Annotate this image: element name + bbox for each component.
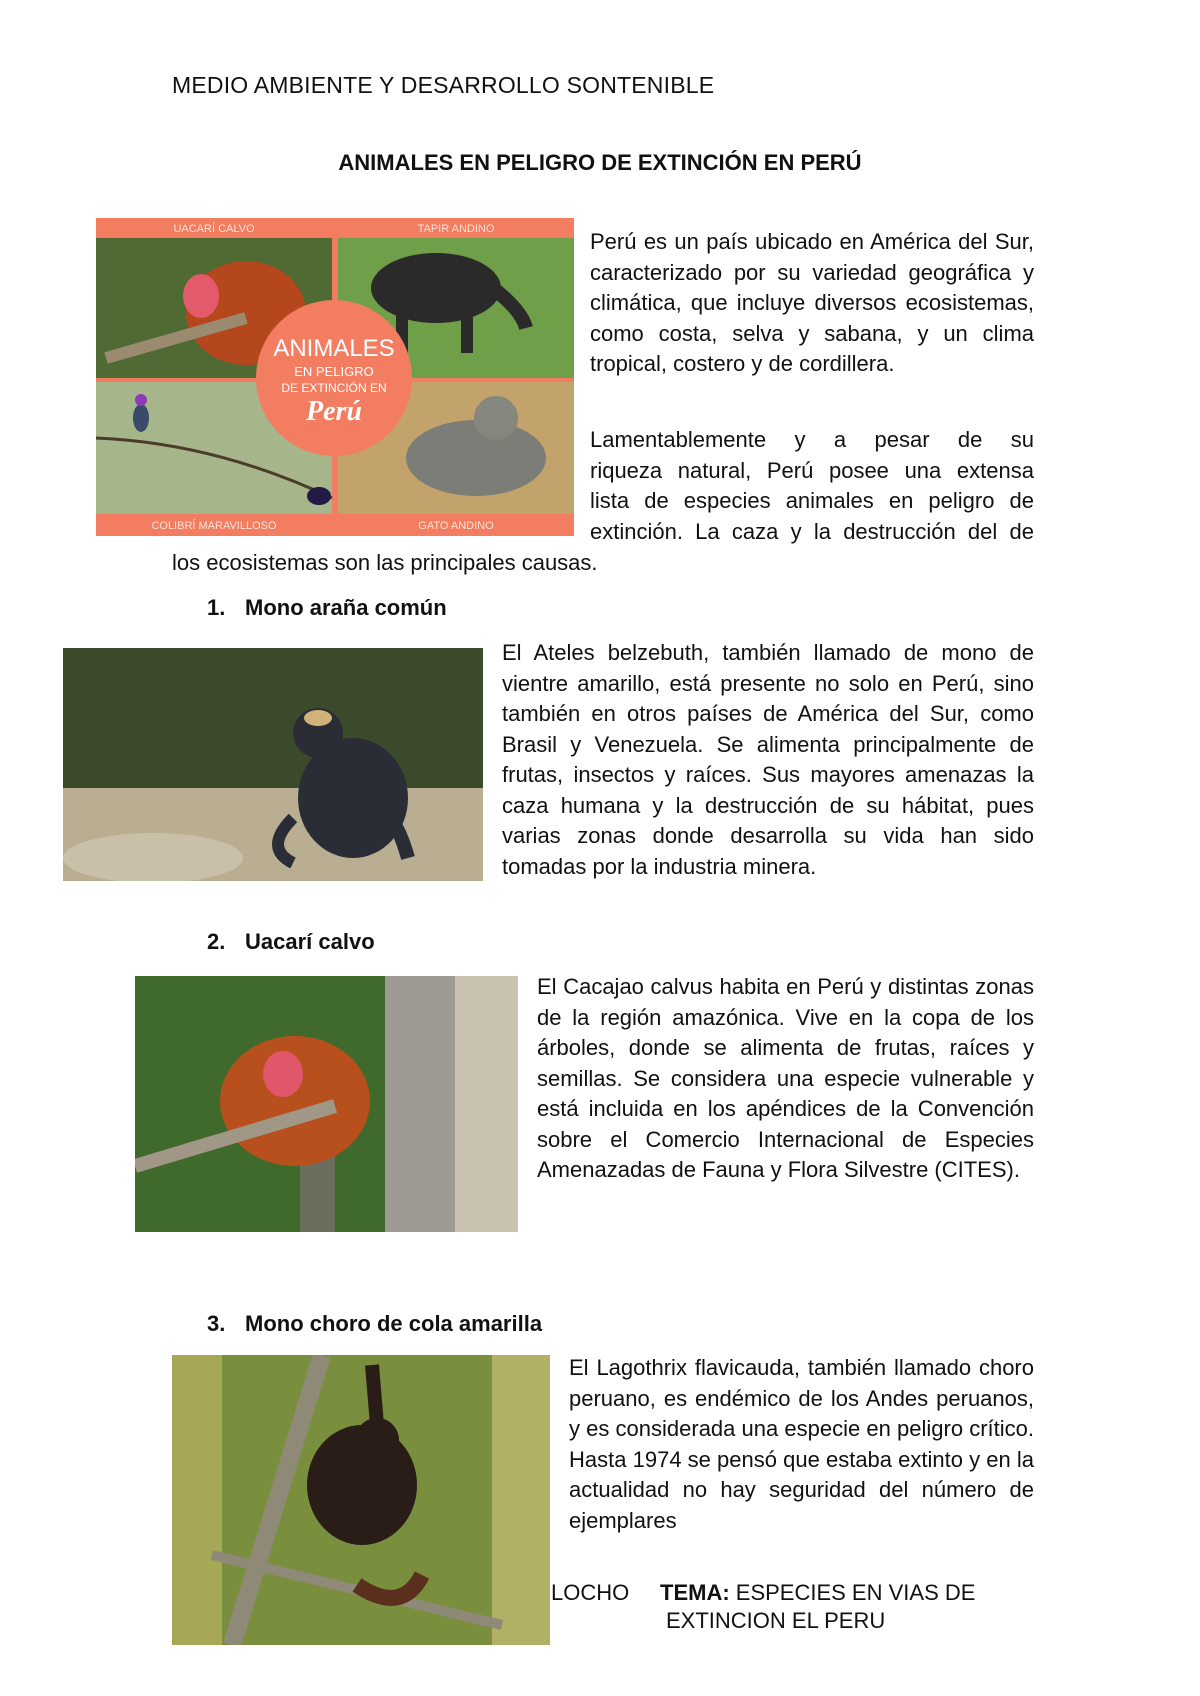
section-text: El Lagothrix flavicauda, también llamado choro peruano, es endémico de los Andes peruanos, y es considerada una especie en peligro crítico. Hasta 1974 se pensó que estaba extinto y en la actualidad no hay seguridad del número de ejemplares bbox=[569, 1355, 1034, 1533]
section-heading bbox=[207, 1311, 542, 1337]
intro-line: riqueza natural, Perú posee una extensa bbox=[590, 457, 1034, 483]
collage-label-top-right: TAPIR ANDINO bbox=[417, 223, 495, 235]
footer-tema bbox=[660, 1580, 975, 1606]
section-title: Uacarí calvo bbox=[245, 929, 375, 954]
collage-image bbox=[96, 218, 574, 536]
section-heading bbox=[207, 929, 375, 955]
footer-name: LOCHO bbox=[551, 1580, 630, 1605]
spider-monkey-photo bbox=[63, 648, 483, 881]
section-number: 2. bbox=[207, 929, 226, 954]
footer-tema-label: TEMA: bbox=[660, 1580, 730, 1605]
footer-tema-line1: ESPECIES EN VIAS DE bbox=[735, 1580, 976, 1605]
badge-line4: Perú bbox=[306, 396, 362, 427]
section-text: El Ateles belzebuth, también llamado de mono de vientre amarillo, está presente no solo en Perú, sino también en otros países de América del Sur, como Brasil y Venezuela. Se alimenta principalmente de frutas, insectos y raíces. Sus mayores amenazas la caza humana y la destrucción de su hábitat, pues varias zonas donde desarrolla su vida han sido tomadas por la industria minera. bbox=[502, 640, 1034, 879]
intro-paragraph-2-tail: los ecosistemas son las principales causas. bbox=[172, 550, 598, 575]
yellow-tailed-woolly-monkey-photo bbox=[172, 1355, 550, 1645]
badge-line2: EN PELIGRO bbox=[294, 364, 374, 379]
document-header: MEDIO AMBIENTE Y DESARROLLO SONTENIBLE bbox=[172, 72, 715, 98]
footer-tema-line2: EXTINCION EL PERU bbox=[666, 1608, 886, 1633]
document-title: ANIMALES EN PELIGRO DE EXTINCIÓN EN PERÚ bbox=[338, 150, 862, 175]
section-text: El Cacajao calvus habita en Perú y distintas zonas de la región amazónica. Vive en la copa de los árboles, donde se alimenta de frutas, raíces y semillas. Se considera una especie vulnerable y está incluida en los apéndices de la Convención sobre el Comercio Internacional de Especies Amenazadas de Fauna y Flora Silvestre (CITES). bbox=[537, 974, 1034, 1182]
intro-line: Lamentablemente y a pesar de su bbox=[590, 427, 1034, 452]
intro-paragraph-1: Perú es un país ubicado en América del Sur, caracterizado por su variedad geográfica y climática, que incluye diversos ecosistemas, como costa, selva y sabana, y un clima tropical, costero y de cordillera. bbox=[590, 229, 1034, 376]
section-title: Mono araña común bbox=[245, 595, 447, 620]
section-heading bbox=[207, 595, 447, 621]
intro-paragraph-2 bbox=[590, 425, 1034, 547]
uacari-photo bbox=[135, 976, 518, 1232]
collage-label-top-left: UACARÍ CALVO bbox=[173, 223, 255, 235]
collage-label-bottom-right: GATO ANDINO bbox=[418, 520, 494, 532]
intro-line: extinción. La caza y la destrucción del de bbox=[590, 518, 1034, 544]
section-number: 3. bbox=[207, 1311, 226, 1336]
section-title: Mono choro de cola amarilla bbox=[245, 1311, 543, 1336]
badge-line3: DE EXTINCIÓN EN bbox=[281, 381, 387, 395]
intro-line: lista de especies animales en peligro de bbox=[590, 488, 1034, 513]
section-number: 1. bbox=[207, 595, 226, 620]
collage-label-bottom-left: COLIBRÍ MARAVILLOSO bbox=[151, 520, 277, 532]
badge-line1: ANIMALES bbox=[273, 335, 395, 362]
collage-graphic bbox=[96, 218, 574, 536]
